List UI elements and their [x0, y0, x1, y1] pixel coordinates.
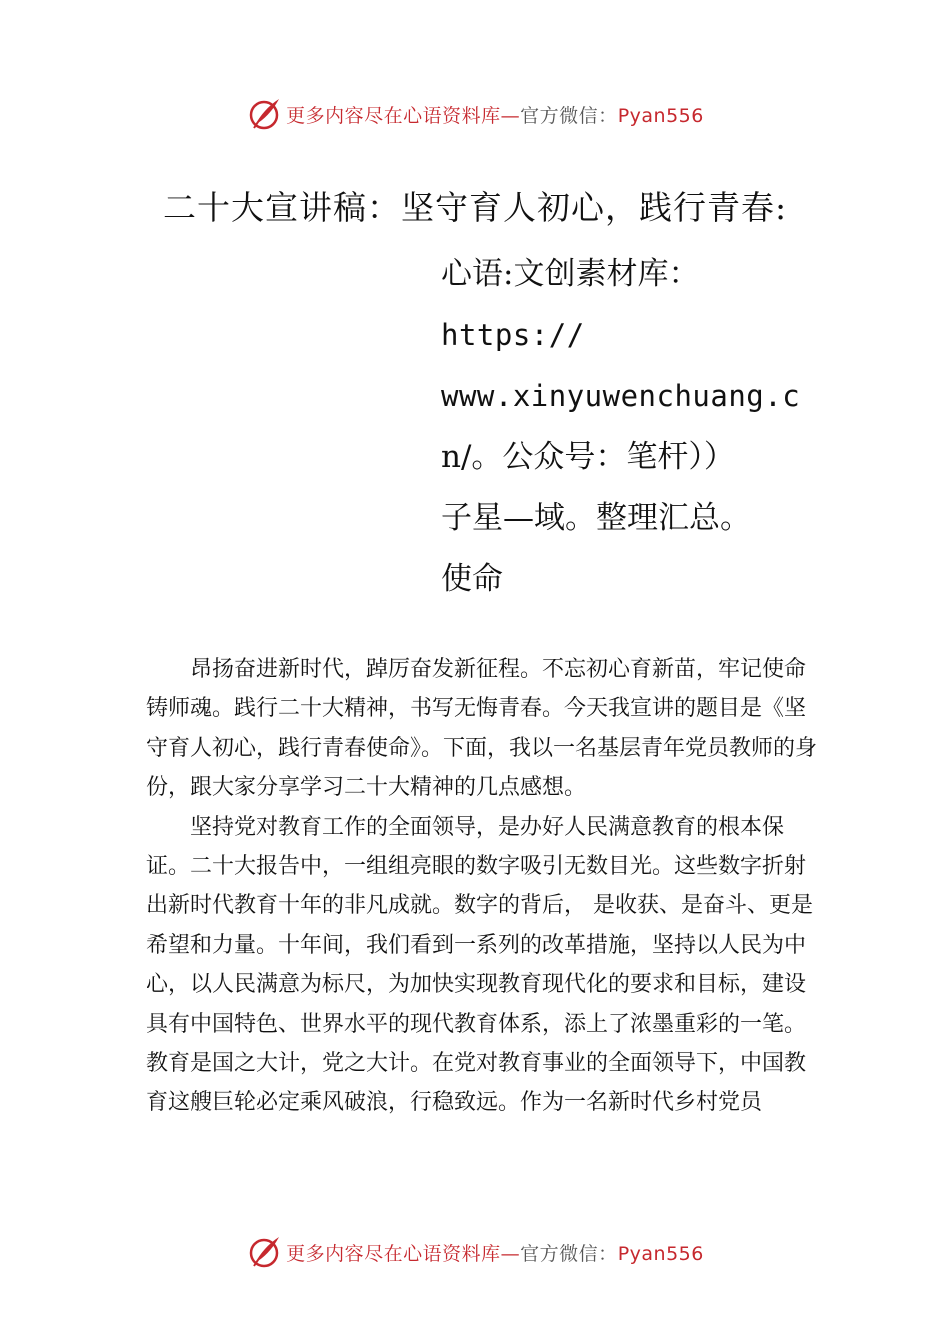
banner-promo: 更多内容尽在心语资料库—: [286, 1242, 521, 1265]
footer-banner: [0, 1232, 950, 1272]
body-paragraph: 昂扬奋进新时代，踔厉奋发新征程。不忘初心育新苗，牢记使命铸师魂。践行二十大精神，书写无悔青春。今天我宣讲的题目是《坚守育人初心，践行青春使命》。下面，我以一名基层青年党员教师的身份，跟大家分享学习二十大精神的几点感想。: [146, 657, 818, 801]
banner-wechat-label: 官方微信：: [520, 104, 618, 127]
document-title-continuation: [441, 244, 801, 610]
quill-pen-logo-icon: [246, 1234, 282, 1270]
title-line: 心语:文创素材库：: [441, 256, 700, 292]
title-line: n/。公众号：笔杆））: [441, 439, 735, 475]
banner-text: [286, 101, 704, 128]
banner-text: [286, 1239, 704, 1266]
title-line: www.xinyuwenchuang.c: [441, 379, 801, 413]
document-title: 二十大宣讲稿：坚守育人初心，践行青春:: [162, 188, 788, 227]
banner-wechat-label: 官方微信：: [520, 1242, 618, 1265]
document-body: [146, 650, 818, 1123]
header-banner: [0, 94, 950, 134]
quill-pen-logo-icon: [246, 96, 282, 132]
body-paragraph: 坚持党对教育工作的全面领导，是办好人民满意教育的根本保证。二十大报告中，一组组亮眼的数字吸引无数目光。这些数字折射出新时代教育十年的非凡成就。数字的背后， 是收获、是奋斗、更是希望和力量。十年间，我们看到一系列的改革措施，坚持以人民为中心，以人民满意为标尺，为加快实现教育现代化的要求和目标，建设具有中国特色、世界水平的现代教育体系，添上了浓墨重彩的一笔。教育是国之大计，党之大计。在党对教育事业的全面领导下，中国教育这艘巨轮必定乘风破浪，行稳致远。作为一名新时代乡村党员: [146, 814, 813, 1116]
title-line: https://: [441, 318, 585, 352]
title-line: 子星—域。整理汇总。: [441, 500, 751, 536]
banner-promo: 更多内容尽在心语资料库—: [286, 104, 521, 127]
banner-wechat-id: Pyan556: [617, 1242, 704, 1265]
title-line: 使命: [441, 561, 503, 597]
banner-wechat-id: Pyan556: [617, 104, 704, 127]
